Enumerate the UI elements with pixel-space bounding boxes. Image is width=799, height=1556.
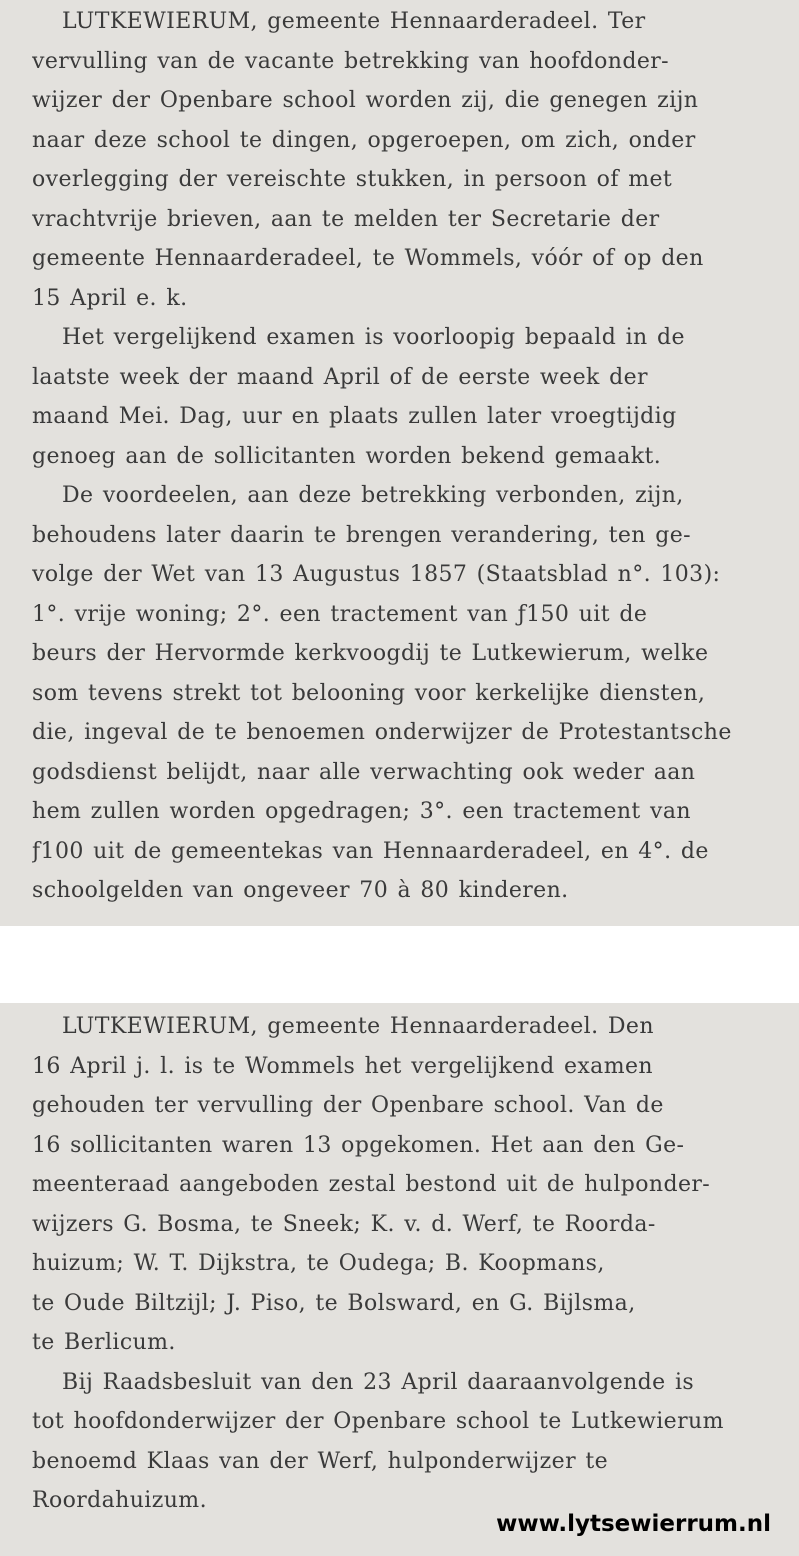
text-line: Bij Raadsbesluit van den 23 April daaraanvolgende is [62,1369,695,1395]
text-line: Het vergelijkend examen is voorloopig bepaald in de [62,325,685,350]
text-line: wijzer der Openbare school worden zij, die genegen zijn [32,88,699,113]
text-line: volge der Wet van 13 Augustus 1857 (Staatsblad n°. 103): [32,562,721,587]
text-line: benoemd Klaas van der Werf, hulponderwijzer te [32,1448,609,1474]
website-watermark: www.lytsewierrum.nl [496,1511,771,1537]
text-line: meenteraad aangeboden zestal bestond uit de hulponder- [32,1172,711,1197]
text-line: De voordeelen, aan deze betrekking verbonden, zijn, [62,483,684,508]
text-line: genoeg aan de sollicitanten worden bekend gemaakt. [32,443,662,469]
text-line: die, ingeval de te benoemen onderwijzer de Protestantsche [32,720,732,745]
paragraph-exam-result [32,1007,773,1363]
text-line: laatste week der maand April of de eerste week der [32,364,648,390]
text-line: schoolgelden van ongeveer 70 à 80 kinderen. [32,878,569,903]
paragraph-announcement [32,2,773,318]
text-line: behoudens later daarin te brengen verandering, ten ge- [32,522,692,548]
text-line: 15 April e. k. [32,285,188,311]
text-line: te Oude Biltzijl; J. Piso, te Bolsward, en G. Bijlsma, [32,1290,636,1316]
text-line: te Berlicum. [32,1330,176,1355]
text-line: gemeente Hennaarderadeel, te Wommels, vóór of op den [32,246,704,271]
text-line: beurs der Hervormde kerkvoogdij te Lutkewierum, welke [32,641,709,666]
text-line: ƒ100 uit de gemeentekas van Hennaarderadeel, en 4°. de [32,838,709,864]
newspaper-clipping-appointment [0,1003,799,1556]
text-line: wijzers G. Bosma, te Sneek; K. v. d. Werf, te Roorda- [32,1211,656,1237]
text-line: vrachtvrije brieven, aan te melden ter Secretarie der [32,206,660,232]
text-line: godsdienst belijdt, naar alle verwachting ook weder aan [32,759,696,785]
paragraph-council-decision [32,1363,773,1521]
text-line: som tevens strekt tot belooning voor kerkelijke diensten, [32,680,706,706]
text-line: huizum; W. T. Dijkstra, te Oudega; B. Koopmans, [32,1251,605,1276]
paragraph-exam [32,318,773,476]
text-line: maand Mei. Dag, uur en plaats zullen later vroegtijdig [32,404,677,429]
white-gap [0,926,799,1003]
text-line: LUTKEWIERUM, gemeente Hennaarderadeel. Den [62,1014,654,1039]
text-line: naar deze school te dingen, opgeroepen, om zich, onder [32,127,696,153]
text-line: 1°. vrije woning; 2°. een tractement van ƒ150 uit de [32,601,648,627]
text-line: overlegging der vereischte stukken, in persoon of met [32,167,673,192]
text-line: 16 April j. l. is te Wommels het vergelijkend examen [32,1053,653,1079]
paragraph-benefits [32,476,773,911]
text-line: hem zullen worden opgedragen; 3°. een tractement van [32,799,691,824]
text-line: gehouden ter vervulling der Openbare school. Van de [32,1093,664,1118]
text-line: vervulling van de vacante betrekking van hoofdonder- [32,48,670,74]
text-line: tot hoofdonderwijzer der Openbare school te Lutkewierum [32,1409,724,1434]
text-line: Roordahuizum. [32,1488,207,1513]
text-line: 16 sollicitanten waren 13 opgekomen. Het aan den Ge- [32,1132,685,1158]
text-line: LUTKEWIERUM, gemeente Hennaarderadeel. Ter [62,9,646,34]
